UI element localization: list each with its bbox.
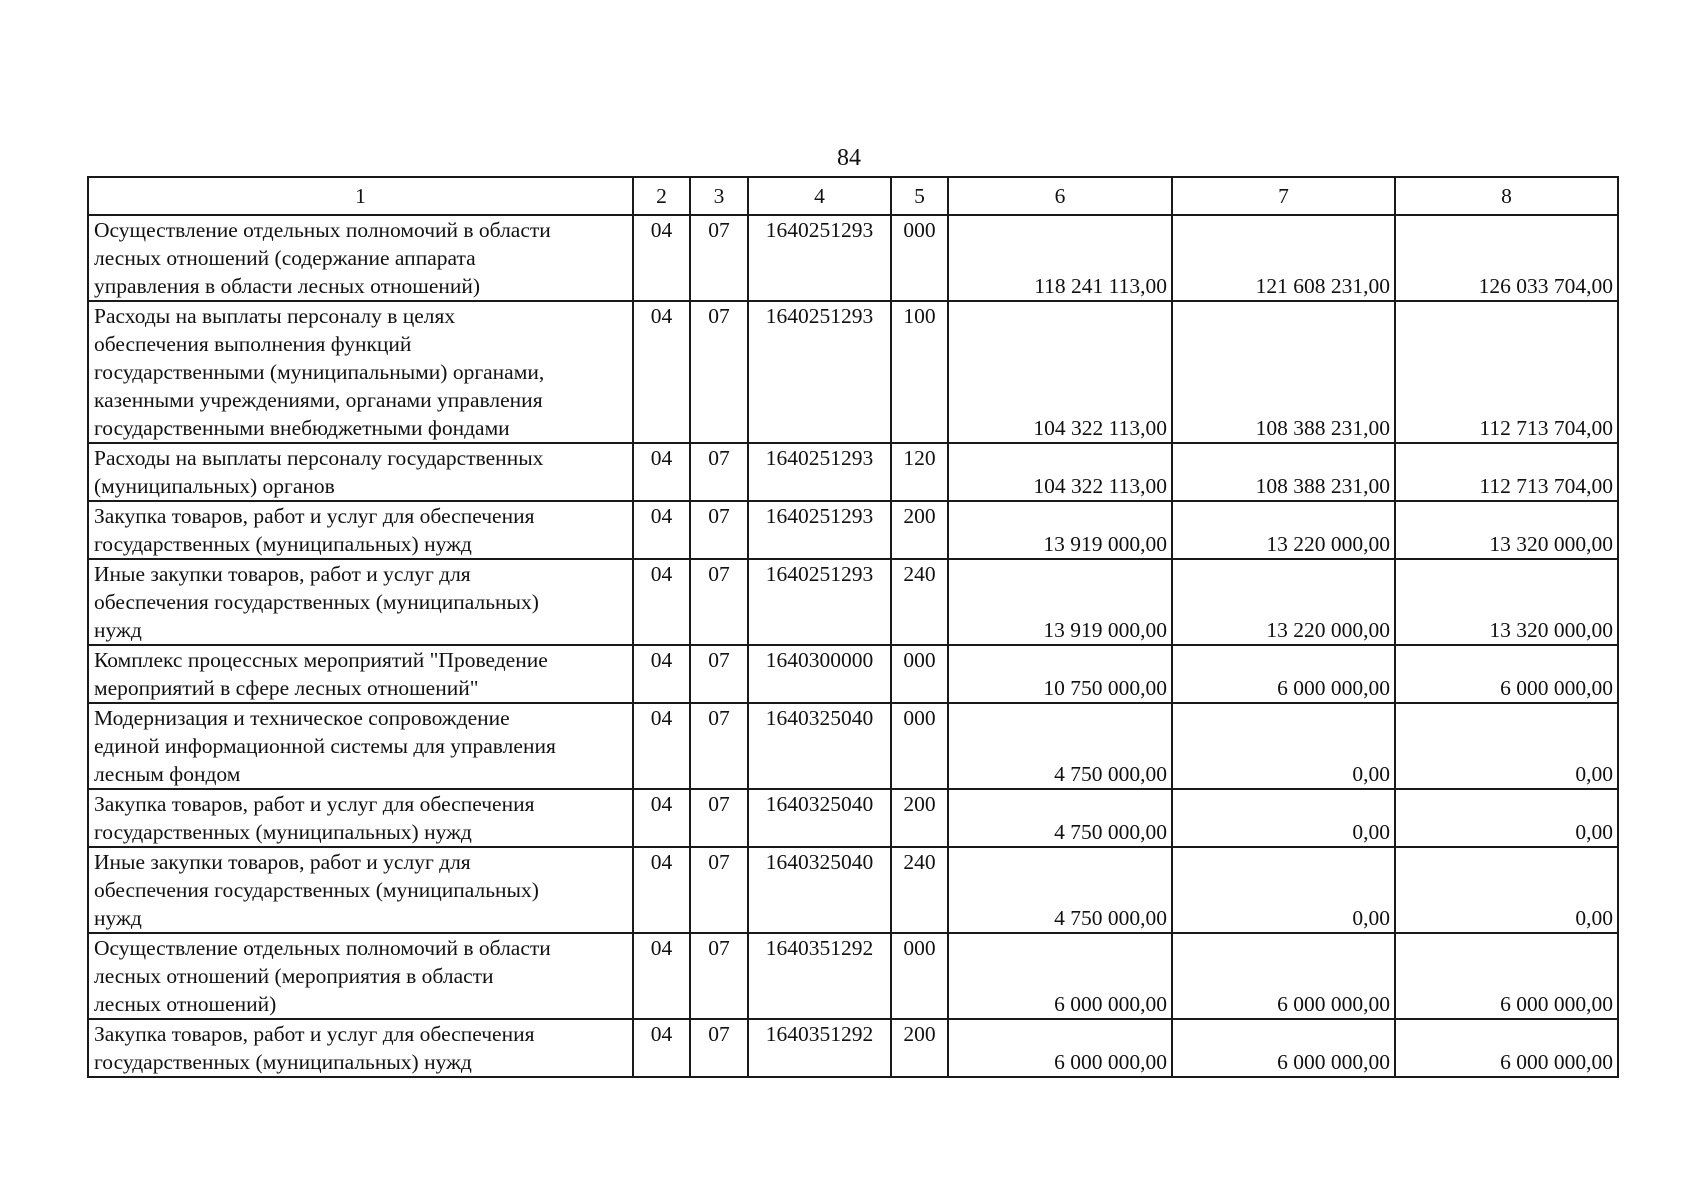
row-amount-col-8: 13 320 000,00 — [1395, 501, 1618, 559]
row-amount-col-6: 104 322 113,00 — [948, 301, 1172, 443]
row-name-line: лесных отношений) — [94, 992, 277, 1016]
row-name-line: обеспечения государственных (муниципальных) — [94, 878, 539, 902]
row-section: 04 — [633, 645, 690, 703]
row-target-code: 1640251293 — [748, 501, 891, 559]
row-expense-kind: 000 — [891, 703, 948, 789]
row-amount-col-6: 4 750 000,00 — [948, 703, 1172, 789]
row-name-line: обеспечения государственных (муниципальных) — [94, 590, 539, 614]
row-name-line: (муниципальных) органов — [94, 474, 335, 498]
row-amount-col-7: 13 220 000,00 — [1172, 559, 1395, 645]
row-name-line: Расходы на выплаты персоналу в целях — [94, 304, 456, 328]
row-section: 04 — [633, 443, 690, 501]
table-row — [88, 501, 1618, 559]
row-expense-kind: 200 — [891, 1019, 948, 1077]
row-amount-col-8: 6 000 000,00 — [1395, 933, 1618, 1019]
table-row — [88, 443, 1618, 501]
row-name-line: лесным фондом — [94, 762, 241, 786]
row-target-code: 1640300000 — [748, 645, 891, 703]
table-row — [88, 215, 1618, 301]
row-amount-col-8: 6 000 000,00 — [1395, 1019, 1618, 1077]
header-col-6: 6 — [948, 177, 1172, 215]
row-subsection: 07 — [690, 933, 748, 1019]
row-amount-col-6: 13 919 000,00 — [948, 501, 1172, 559]
row-name-line: казенными учреждениями, органами управления — [94, 388, 543, 412]
table-row — [88, 1019, 1618, 1077]
row-name — [88, 443, 633, 501]
row-name-line: Осуществление отдельных полномочий в области — [94, 936, 551, 960]
row-amount-col-8: 0,00 — [1395, 703, 1618, 789]
row-amount-col-8: 112 713 704,00 — [1395, 443, 1618, 501]
row-amount-col-6: 104 322 113,00 — [948, 443, 1172, 501]
row-subsection: 07 — [690, 443, 748, 501]
row-amount-col-8: 126 033 704,00 — [1395, 215, 1618, 301]
row-name-line: государственных (муниципальных) нужд — [94, 532, 472, 556]
row-amount-col-6: 13 919 000,00 — [948, 559, 1172, 645]
row-expense-kind: 000 — [891, 215, 948, 301]
row-target-code: 1640325040 — [748, 703, 891, 789]
row-expense-kind: 200 — [891, 501, 948, 559]
table-row — [88, 645, 1618, 703]
row-target-code: 1640325040 — [748, 847, 891, 933]
row-section: 04 — [633, 301, 690, 443]
row-name — [88, 847, 633, 933]
row-name-line: лесных отношений (мероприятия в области — [94, 964, 494, 988]
row-amount-col-6: 4 750 000,00 — [948, 789, 1172, 847]
row-target-code: 1640325040 — [748, 789, 891, 847]
row-amount-col-7: 13 220 000,00 — [1172, 501, 1395, 559]
header-col-8: 8 — [1395, 177, 1618, 215]
header-col-3: 3 — [690, 177, 748, 215]
row-name-line: Закупка товаров, работ и услуг для обеспечения — [94, 504, 535, 528]
row-name-line: единой информационной системы для управления — [94, 734, 556, 758]
row-name-line: государственными внебюджетными фондами — [94, 416, 510, 440]
row-subsection: 07 — [690, 501, 748, 559]
row-amount-col-7: 6 000 000,00 — [1172, 1019, 1395, 1077]
row-section: 04 — [633, 789, 690, 847]
row-name-line: государственными (муниципальными) органами, — [94, 360, 545, 384]
table-row — [88, 559, 1618, 645]
row-name — [88, 301, 633, 443]
row-name-line: обеспечения выполнения функций — [94, 332, 412, 356]
row-amount-col-7: 0,00 — [1172, 703, 1395, 789]
header-col-5: 5 — [891, 177, 948, 215]
header-row — [88, 177, 1618, 215]
row-name-line: лесных отношений (содержание аппарата — [94, 246, 476, 270]
row-name — [88, 559, 633, 645]
row-subsection: 07 — [690, 847, 748, 933]
row-target-code: 1640251293 — [748, 301, 891, 443]
row-name-line: Закупка товаров, работ и услуг для обеспечения — [94, 792, 535, 816]
row-target-code: 1640251293 — [748, 443, 891, 501]
row-name-line: мероприятий в сфере лесных отношений" — [94, 676, 479, 700]
row-amount-col-8: 6 000 000,00 — [1395, 645, 1618, 703]
header-col-2: 2 — [633, 177, 690, 215]
row-name-line: государственных (муниципальных) нужд — [94, 820, 472, 844]
row-name-line: Осуществление отдельных полномочий в области — [94, 218, 551, 242]
row-name — [88, 501, 633, 559]
row-subsection: 07 — [690, 559, 748, 645]
table-row — [88, 703, 1618, 789]
row-subsection: 07 — [690, 703, 748, 789]
row-name-line: Модернизация и техническое сопровождение — [94, 706, 510, 730]
row-name — [88, 215, 633, 301]
row-name — [88, 703, 633, 789]
header-col-4: 4 — [748, 177, 891, 215]
row-amount-col-7: 0,00 — [1172, 789, 1395, 847]
header-col-1: 1 — [88, 177, 633, 215]
row-amount-col-7: 0,00 — [1172, 847, 1395, 933]
row-section: 04 — [633, 215, 690, 301]
row-expense-kind: 100 — [891, 301, 948, 443]
header-col-7: 7 — [1172, 177, 1395, 215]
row-expense-kind: 200 — [891, 789, 948, 847]
row-expense-kind: 000 — [891, 645, 948, 703]
table-body — [88, 177, 1618, 1077]
row-amount-col-6: 10 750 000,00 — [948, 645, 1172, 703]
row-name-line: управления в области лесных отношений) — [94, 274, 481, 298]
row-target-code: 1640251293 — [748, 559, 891, 645]
table-row — [88, 789, 1618, 847]
row-target-code: 1640351292 — [748, 1019, 891, 1077]
row-name-line: Закупка товаров, работ и услуг для обеспечения — [94, 1022, 535, 1046]
row-amount-col-8: 13 320 000,00 — [1395, 559, 1618, 645]
row-amount-col-7: 6 000 000,00 — [1172, 933, 1395, 1019]
row-amount-col-6: 6 000 000,00 — [948, 933, 1172, 1019]
row-amount-col-6: 6 000 000,00 — [948, 1019, 1172, 1077]
row-subsection: 07 — [690, 215, 748, 301]
row-section: 04 — [633, 703, 690, 789]
row-name-line: Расходы на выплаты персоналу государственных — [94, 446, 544, 470]
row-section: 04 — [633, 501, 690, 559]
row-name-line: нужд — [94, 618, 142, 642]
row-expense-kind: 000 — [891, 933, 948, 1019]
row-subsection: 07 — [690, 1019, 748, 1077]
row-name — [88, 1019, 633, 1077]
row-name — [88, 933, 633, 1019]
row-target-code: 1640251293 — [748, 215, 891, 301]
row-expense-kind: 240 — [891, 847, 948, 933]
row-amount-col-8: 112 713 704,00 — [1395, 301, 1618, 443]
row-amount-col-7: 108 388 231,00 — [1172, 301, 1395, 443]
row-name — [88, 789, 633, 847]
row-amount-col-7: 6 000 000,00 — [1172, 645, 1395, 703]
row-name — [88, 645, 633, 703]
table-row — [88, 301, 1618, 443]
row-name-line: нужд — [94, 906, 142, 930]
table-row — [88, 933, 1618, 1019]
row-section: 04 — [633, 847, 690, 933]
page-number: 84 — [837, 145, 861, 171]
row-section: 04 — [633, 1019, 690, 1077]
row-name-line: государственных (муниципальных) нужд — [94, 1050, 472, 1074]
row-expense-kind: 240 — [891, 559, 948, 645]
budget-table — [87, 176, 1619, 1078]
row-target-code: 1640351292 — [748, 933, 891, 1019]
row-amount-col-6: 118 241 113,00 — [948, 215, 1172, 301]
row-name-line: Иные закупки товаров, работ и услуг для — [94, 850, 471, 874]
row-amount-col-6: 4 750 000,00 — [948, 847, 1172, 933]
row-section: 04 — [633, 933, 690, 1019]
row-section: 04 — [633, 559, 690, 645]
row-subsection: 07 — [690, 789, 748, 847]
row-expense-kind: 120 — [891, 443, 948, 501]
row-name-line: Иные закупки товаров, работ и услуг для — [94, 562, 471, 586]
table-row — [88, 847, 1618, 933]
row-subsection: 07 — [690, 301, 748, 443]
row-amount-col-7: 121 608 231,00 — [1172, 215, 1395, 301]
row-amount-col-8: 0,00 — [1395, 847, 1618, 933]
row-amount-col-8: 0,00 — [1395, 789, 1618, 847]
row-amount-col-7: 108 388 231,00 — [1172, 443, 1395, 501]
row-name-line: Комплекс процессных мероприятий "Проведение — [94, 648, 548, 672]
row-subsection: 07 — [690, 645, 748, 703]
